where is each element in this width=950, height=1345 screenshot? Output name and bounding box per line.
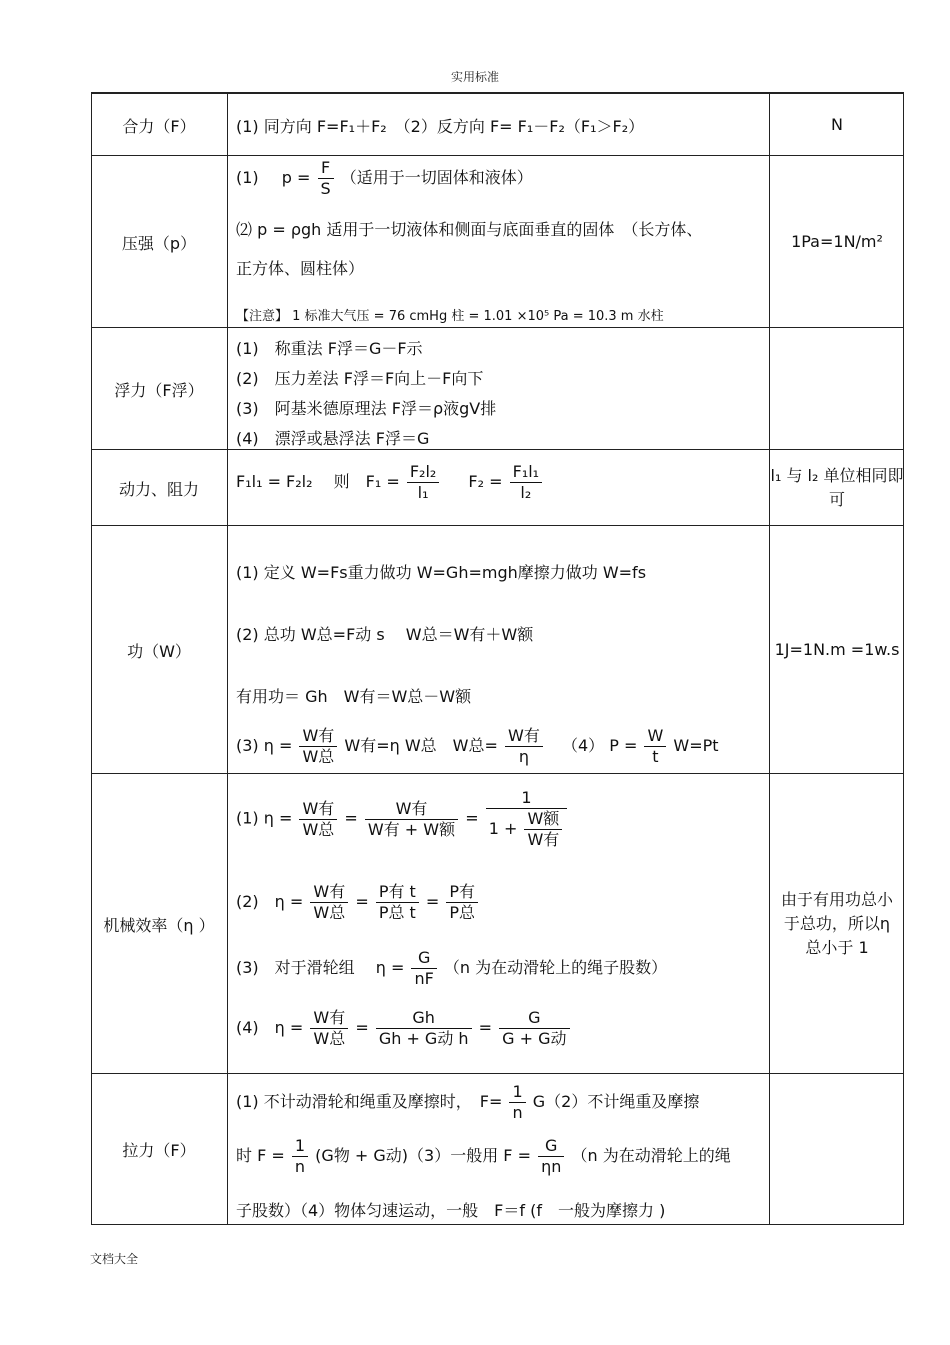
formula-line: (4) η = $\frac{\text{W有}}{\text{W总}}$ = $\frac{Gh}{\text{Gh + G动 h}}$ = $\frac{G}{\text{G + G动}}$ bbox=[236, 1008, 572, 1049]
row-formulas bbox=[228, 450, 768, 526]
page-header: 实用标准 bbox=[450, 70, 499, 84]
formula-note: （适用于一切固体和液体） bbox=[340, 168, 533, 187]
formula-line: 有用功＝ Gh W有＝W总－W额 bbox=[236, 687, 472, 706]
row-name: 机械效率（η ） bbox=[103, 915, 215, 935]
formula-line bbox=[236, 158, 533, 199]
formula-line: 正方体、圆柱体） bbox=[236, 259, 365, 278]
row-formulas bbox=[228, 1074, 768, 1224]
row-name: 合力（F） bbox=[122, 116, 196, 136]
fraction: $\frac{\text{W有}}{\text{W总}}$ bbox=[299, 799, 337, 840]
formula-line: (3) η = $\frac{\text{W有}}{\text{W总}}$ W有=η W总 W总= $\frac{\text{W有}}{\eta}$ （4） P = $\frac{W}{t}$ W=Pt bbox=[236, 726, 719, 766]
row-unit bbox=[770, 1074, 904, 1224]
fraction: $\frac{\text{P有}}{\text{P总}}$ bbox=[446, 882, 478, 923]
fraction: $\frac{F}{S}$ bbox=[318, 158, 334, 199]
formula-line: 子股数）（4）物体匀速运动，一般 F＝f (f 一般为摩擦力 ) bbox=[236, 1201, 666, 1220]
row-formulas bbox=[228, 774, 768, 1074]
table-row bbox=[91, 1073, 904, 1225]
row-name: 压强（p） bbox=[121, 233, 197, 253]
table-row bbox=[91, 327, 904, 450]
fraction: $\frac{G}{nF}$ bbox=[411, 948, 436, 989]
formula-line: (2) 压力差法 F浮＝F向上－F向下 bbox=[236, 369, 484, 388]
row-formulas bbox=[228, 526, 768, 774]
fraction: 1 1 + $\frac{\text{W额}}{\text{W有}}$ bbox=[486, 788, 568, 850]
row-unit bbox=[770, 328, 904, 450]
formula-line: (3) 阿基米德原理法 F浮＝ρ液gV排 bbox=[236, 399, 497, 418]
formula-line: (1) η = $\frac{\text{W有}}{\text{W总}}$ = $\frac{\text{W有}}{\text{W有 + W额}}$ = 1 1 + $\frac{\text{W额}}{\text{W有}}$ bbox=[236, 788, 569, 850]
formula-line: (1) 不计动滑轮和绳重及摩擦时， F= $\frac{1}{n}$ G（2）不计绳重及摩擦 bbox=[236, 1082, 700, 1122]
row-name: 浮力（F浮） bbox=[114, 380, 204, 400]
fraction: $\frac{W}{t}$ bbox=[644, 726, 666, 767]
fraction: $\frac{\text{P有 t}}{\text{P总 t}}$ bbox=[376, 882, 419, 923]
row-formulas bbox=[228, 94, 768, 156]
formula-line: (4) 漂浮或悬浮法 F浮＝G bbox=[236, 429, 430, 448]
table-row bbox=[91, 773, 904, 1074]
row-name: 动力、阻力 bbox=[118, 479, 199, 499]
formula-line: (1) 定义 W=Fs重力做功 W=Gh=mgh摩擦力做功 W=fs bbox=[236, 563, 647, 582]
table-row bbox=[91, 525, 904, 774]
table-row bbox=[91, 449, 904, 526]
fraction: $\frac{1}{n}$ bbox=[292, 1136, 308, 1177]
fraction: $\frac{\text{W有}}{\text{W总}}$ bbox=[310, 1008, 348, 1049]
formula-line: (1) 称重法 F浮＝G－F示 bbox=[236, 339, 423, 358]
row-formulas bbox=[228, 328, 768, 450]
fraction: $\frac{G}{\text{G + G动}}$ bbox=[499, 1008, 569, 1049]
row-unit: 由于有用功总小于总功，所以η 总小于 1 bbox=[780, 890, 893, 957]
fraction: $\frac{\text{W有}}{\eta}$ bbox=[505, 726, 543, 767]
fraction: $\frac{\text{F₂l₂}}{\text{l₁}}$ bbox=[407, 462, 439, 503]
fraction: $\frac{Gh}{\text{Gh + G动 h}}$ bbox=[376, 1008, 472, 1049]
note-line: 【注意】 1 标准大气压 = 76 cmHg 柱 = 1.01 ×10⁵ Pa = 10.3 m 水柱 bbox=[236, 309, 664, 324]
row-unit: 1Pa=1N/m² bbox=[791, 232, 883, 251]
fraction: $\frac{\text{W有}}{\text{W总}}$ bbox=[310, 882, 348, 923]
row-unit: N bbox=[831, 115, 843, 134]
formula-line: (2) η = $\frac{\text{W有}}{\text{W总}}$ = $\frac{\text{P有 t}}{\text{P总 t}}$ = $\frac{\text{P有}}{\text{P总}}$ bbox=[236, 882, 480, 923]
fraction: $\frac{1}{n}$ bbox=[509, 1082, 525, 1123]
formula-line: (3) 对于滑轮组 η = $\frac{G}{nF}$ （n 为在动滑轮上的绳子股数） bbox=[236, 948, 668, 988]
formula-label: (1) bbox=[236, 168, 259, 187]
row-unit: l₁ 与 l₂ 单位相同即可 bbox=[770, 466, 904, 509]
formula-lhs: p = bbox=[281, 168, 311, 187]
formula-line: 时 F = $\frac{1}{n}$ (G物 + G动)（3）一般用 F = $\frac{G}{\eta n}$ （n 为在动滑轮上的绳 bbox=[236, 1136, 731, 1176]
row-name: 拉力（F） bbox=[122, 1140, 196, 1160]
row-name: 功（W） bbox=[127, 641, 191, 661]
fraction: $\frac{G}{\eta n}$ bbox=[538, 1136, 564, 1177]
table-row bbox=[91, 92, 904, 156]
row-formulas bbox=[228, 156, 768, 328]
formula-line: (1) 同方向 F=F₁＋F₂ （2）反方向 F= F₁－F₂（F₁＞F₂） bbox=[236, 117, 645, 136]
fraction: $\frac{\text{W有}}{\text{W总}}$ bbox=[299, 726, 337, 767]
page-footer: 文档大全 bbox=[90, 1252, 139, 1266]
fraction: $\frac{\text{F₁l₁}}{\text{l₂}}$ bbox=[510, 462, 542, 503]
row-unit: 1J=1N.m =1w.s bbox=[774, 640, 900, 659]
formula-line: (2) 总功 W总=F动 s W总＝W有＋W额 bbox=[236, 625, 534, 644]
formula-line: ⑵ p = ρgh 适用于一切液体和侧面与底面垂直的固体 （长方体、 bbox=[236, 220, 703, 239]
formula-line: F₁l₁ = F₂l₂ 则 F₁ = $\frac{\text{F₂l₂}}{\text{l₁}}$ F₂ = $\frac{\text{F₁l₁}}{\text{l₂}}$ bbox=[236, 462, 544, 503]
fraction: $\frac{\text{W有}}{\text{W有 + W额}}$ bbox=[365, 799, 458, 840]
table-row bbox=[91, 155, 904, 328]
